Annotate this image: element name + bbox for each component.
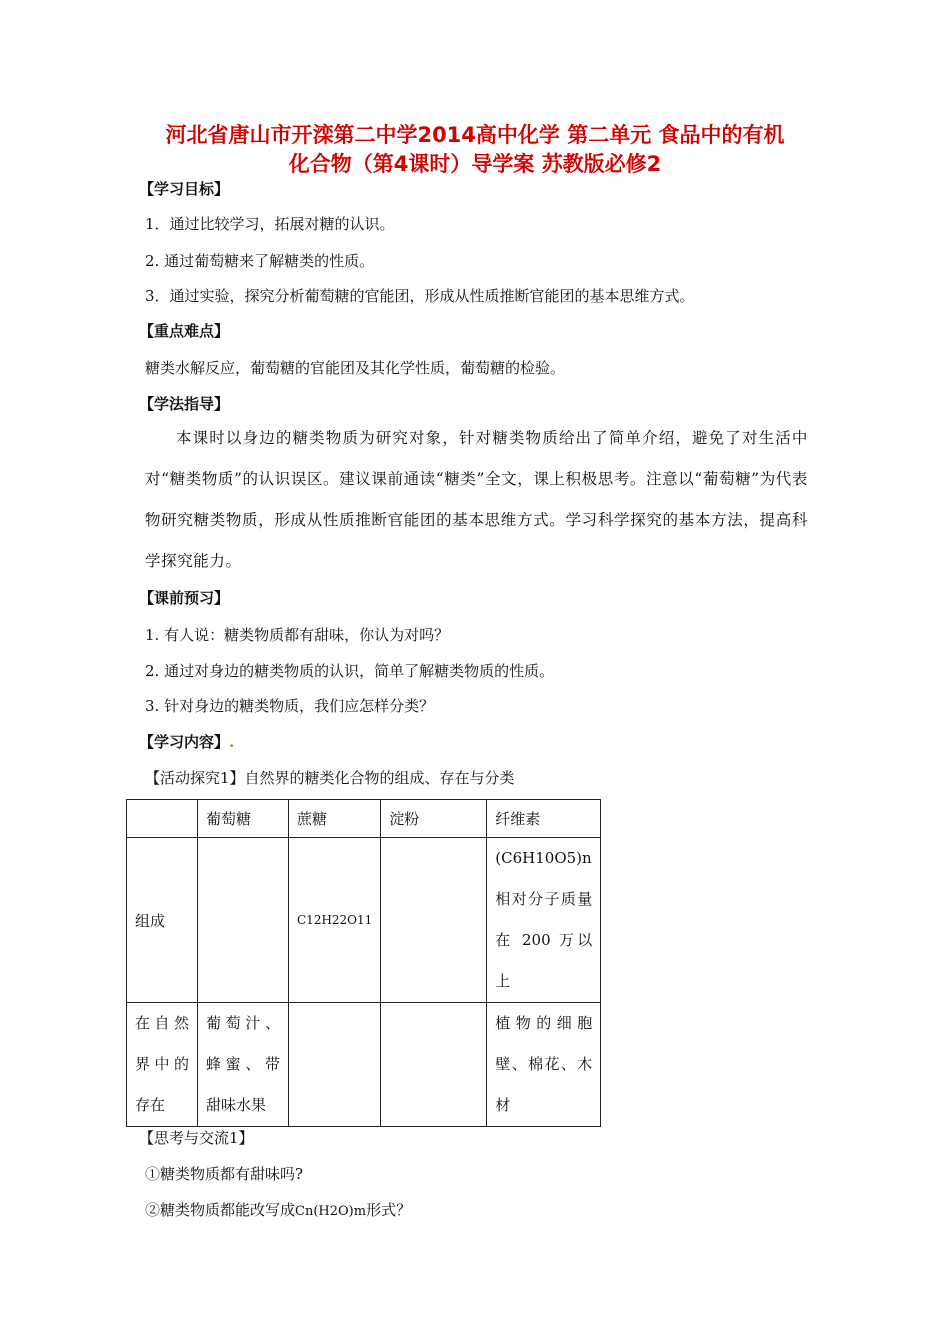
header-cell-cellulose: 纤维素 [487, 800, 601, 838]
cell-existence-label: 在自然界中的存在 [127, 1003, 198, 1127]
document-title-line1: 河北省唐山市开滦第二中学2014高中化学 第二单元 食品中的有机 [165, 123, 785, 147]
sugar-table [126, 799, 601, 1127]
cell-existence-cellulose: 植物的细胞壁、棉花、木材 [487, 1003, 601, 1127]
preview-item-2: 2. 通过对身边的糖类物质的认识，简单了解糖类物质的性质。 [145, 662, 555, 680]
document-title-line2: 化合物（第4课时）导学案 苏教版必修2 [288, 152, 662, 176]
cell-composition-sucrose: C12H22O11 [289, 838, 381, 1003]
objective-item-1: 1．通过比较学习，拓展对糖的认识。 [145, 215, 395, 233]
cell-existence-sucrose [289, 1003, 381, 1127]
header-cell-empty [127, 800, 198, 838]
preview-item-3: 3. 针对身边的糖类物质，我们应怎样分类？ [145, 697, 435, 715]
key-points-heading: 【重点难点】 [139, 322, 230, 340]
discussion-question-2: ②糖类物质都能改写成Cn(H2O)m形式？ [145, 1201, 412, 1219]
cell-existence-starch [381, 1003, 487, 1127]
preview-item-1: 1. 有人说：糖类物质都有甜味，你认为对吗？ [145, 626, 450, 644]
cell-composition-starch [381, 838, 487, 1003]
discussion-heading: 【思考与交流1】 [139, 1129, 254, 1147]
header-cell-starch: 淀粉 [381, 800, 487, 838]
cell-composition-cellulose: (C6H10O5)n 相对分子质量在 200 万以上 [487, 838, 601, 1003]
key-points-text: 糖类水解反应，葡萄糖的官能团及其化学性质，葡萄糖的检验。 [145, 359, 566, 377]
general-formula: Cn(H2O)m [295, 1204, 367, 1219]
method-heading: 【学法指导】 [139, 395, 230, 413]
objective-item-2: 2. 通过葡萄糖来了解糖类的性质。 [145, 252, 375, 270]
cell-composition-glucose [198, 838, 289, 1003]
cell-existence-glucose: 葡萄汁、蜂蜜、带甜味水果 [198, 1003, 289, 1127]
content-heading: 【学习内容】. [139, 733, 235, 751]
header-cell-sucrose: 蔗糖 [289, 800, 381, 838]
table-header-row [127, 800, 601, 838]
method-paragraph: 本课时以身边的糖类物质为研究对象，针对糖类物质给出了简单介绍，避免了对生活中对“糖类物质”的认识误区。建议课前通读“糖类”全文，课上积极思考。注意以“葡萄糖”为代表物研究糖类物质，形成从性质推断官能团的基本思维方式。学习科学探究的基本方法，提高科学探究能力。 [145, 429, 808, 570]
objective-item-3: 3．通过实验，探究分析葡萄糖的官能团，形成从性质推断官能团的基本思维方式。 [145, 287, 695, 305]
objectives-heading: 【学习目标】 [139, 180, 230, 198]
activity-1-title: 【活动探究1】自然界的糖类化合物的组成、存在与分类 [145, 769, 515, 787]
discussion-question-1: ①糖类物质都有甜味吗? [145, 1165, 304, 1183]
header-cell-glucose: 葡萄糖 [198, 800, 289, 838]
preview-heading: 【课前预习】 [139, 589, 230, 607]
table-row-composition [127, 838, 601, 1003]
table-row-existence [127, 1003, 601, 1127]
cell-composition-label: 组成 [127, 838, 198, 1003]
